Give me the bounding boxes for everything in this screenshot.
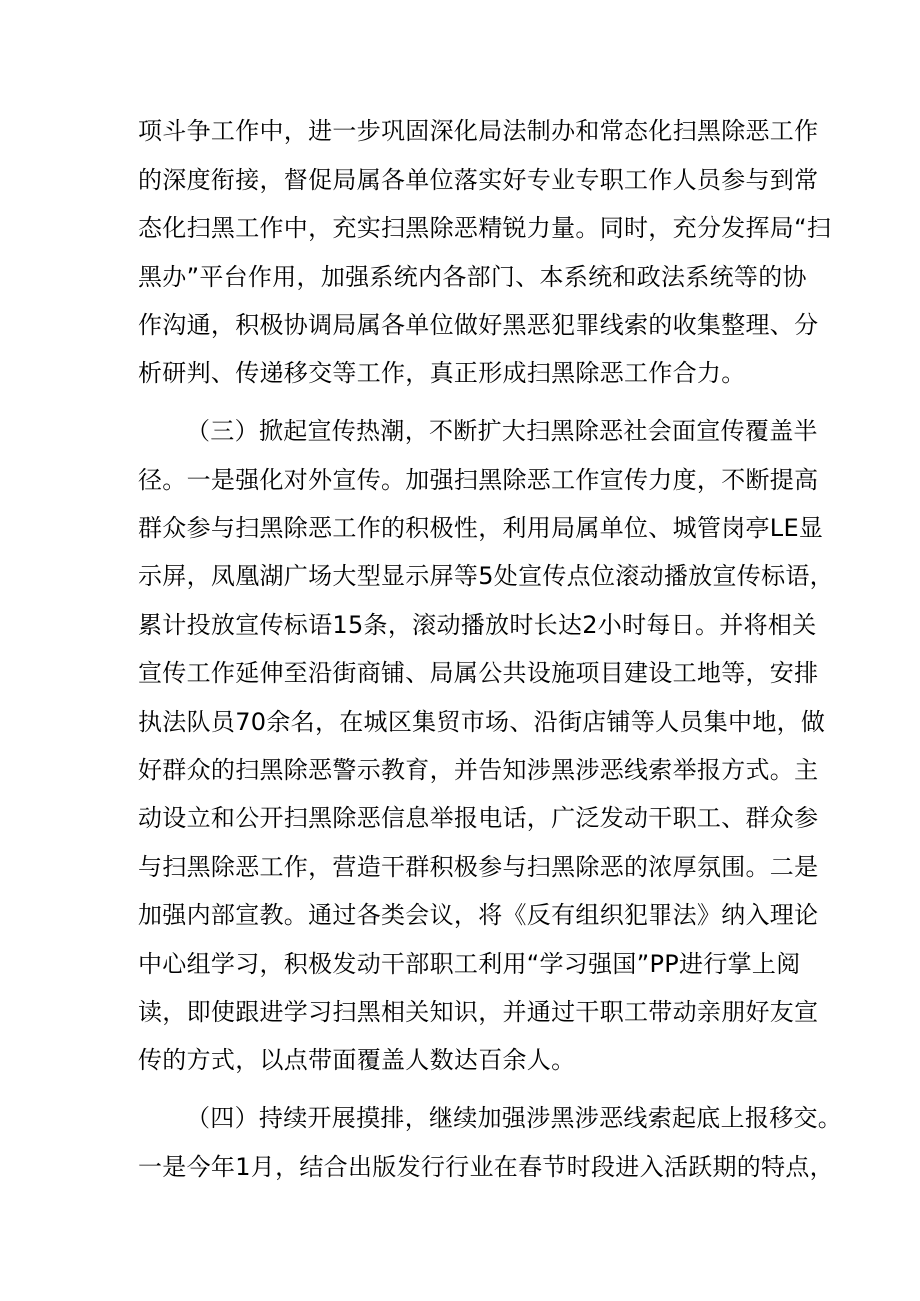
text-line: 执法队员70余名，在城区集贸市场、沿街店铺等人员集中地，做 [138,708,826,736]
text-line: 传的方式，以点带面覆盖人数达百余人。 [138,1046,576,1074]
text-line: 中心组学习，积极发动干部职工利用“学习强国”PP进行掌上阅 [138,950,801,978]
text-line: 读，即使跟进学习扫黑相关知识，并通过干职工带动亲朋好友宣 [138,998,819,1026]
text-line: 动设立和公开扫黑除恶信息举报电话，广泛发动干职工、群众参 [138,804,819,832]
text-line: 态化扫黑工作中，充实扫黑除恶精锐力量。同时，充分发挥局“扫 [138,214,832,242]
text-line: 示屏，凤凰湖广场大型显示屏等5处宣传点位滚动播放宣传标语， [138,562,834,590]
text-line: 加强内部宣教。通过各类会议，将《反有组织犯罪法》纳入理论 [138,901,819,929]
text-line: 析研判、传递移交等工作，真正形成扫黑除恶工作合力。 [138,359,746,387]
text-line: 宣传工作延伸至沿街商铺、局属公共设施项目建设工地等，安排 [138,659,819,687]
text-line: 好群众的扫黑除恶警示教育，并告知涉黑涉恶线索举报方式。主 [138,756,819,784]
text-line: 作沟通，积极协调局属各单位做好黑恶犯罪线索的收集整理、分 [138,311,819,339]
text-line: 群众参与扫黑除恶工作的积极性，利用局属单位、城管岗亭LE显 [138,514,824,542]
text-line: 一是今年1月，结合出版发行行业在春节时段进入活跃期的特点， [138,1153,834,1181]
text-line: 与扫黑除恶工作，营造干群积极参与扫黑除恶的浓厚氛围。二是 [138,853,819,881]
text-line: 累计投放宣传标语15条，滚动播放时长达2小时每日。并将相关 [138,611,817,639]
paragraph-heading-4: （四）持续开展摸排，继续加强涉黑涉恶线索起底上报移交。 [186,1104,843,1132]
text-line: 的深度衔接，督促局属各单位落实好专业专职工作人员参与到常 [138,166,819,194]
paragraph-heading-3: （三）掀起宣传热潮，不断扩大扫黑除恶社会面宣传覆盖半 [186,417,818,445]
text-line: 黑办”平台作用，加强系统内各部门、本系统和政法系统等的协 [138,263,807,291]
text-line: 径。一是强化对外宣传。加强扫黑除恶工作宣传力度，不断提高 [138,466,819,494]
text-line: 项斗争工作中，进一步巩固深化局法制办和常态化扫黑除恶工作 [138,117,819,145]
